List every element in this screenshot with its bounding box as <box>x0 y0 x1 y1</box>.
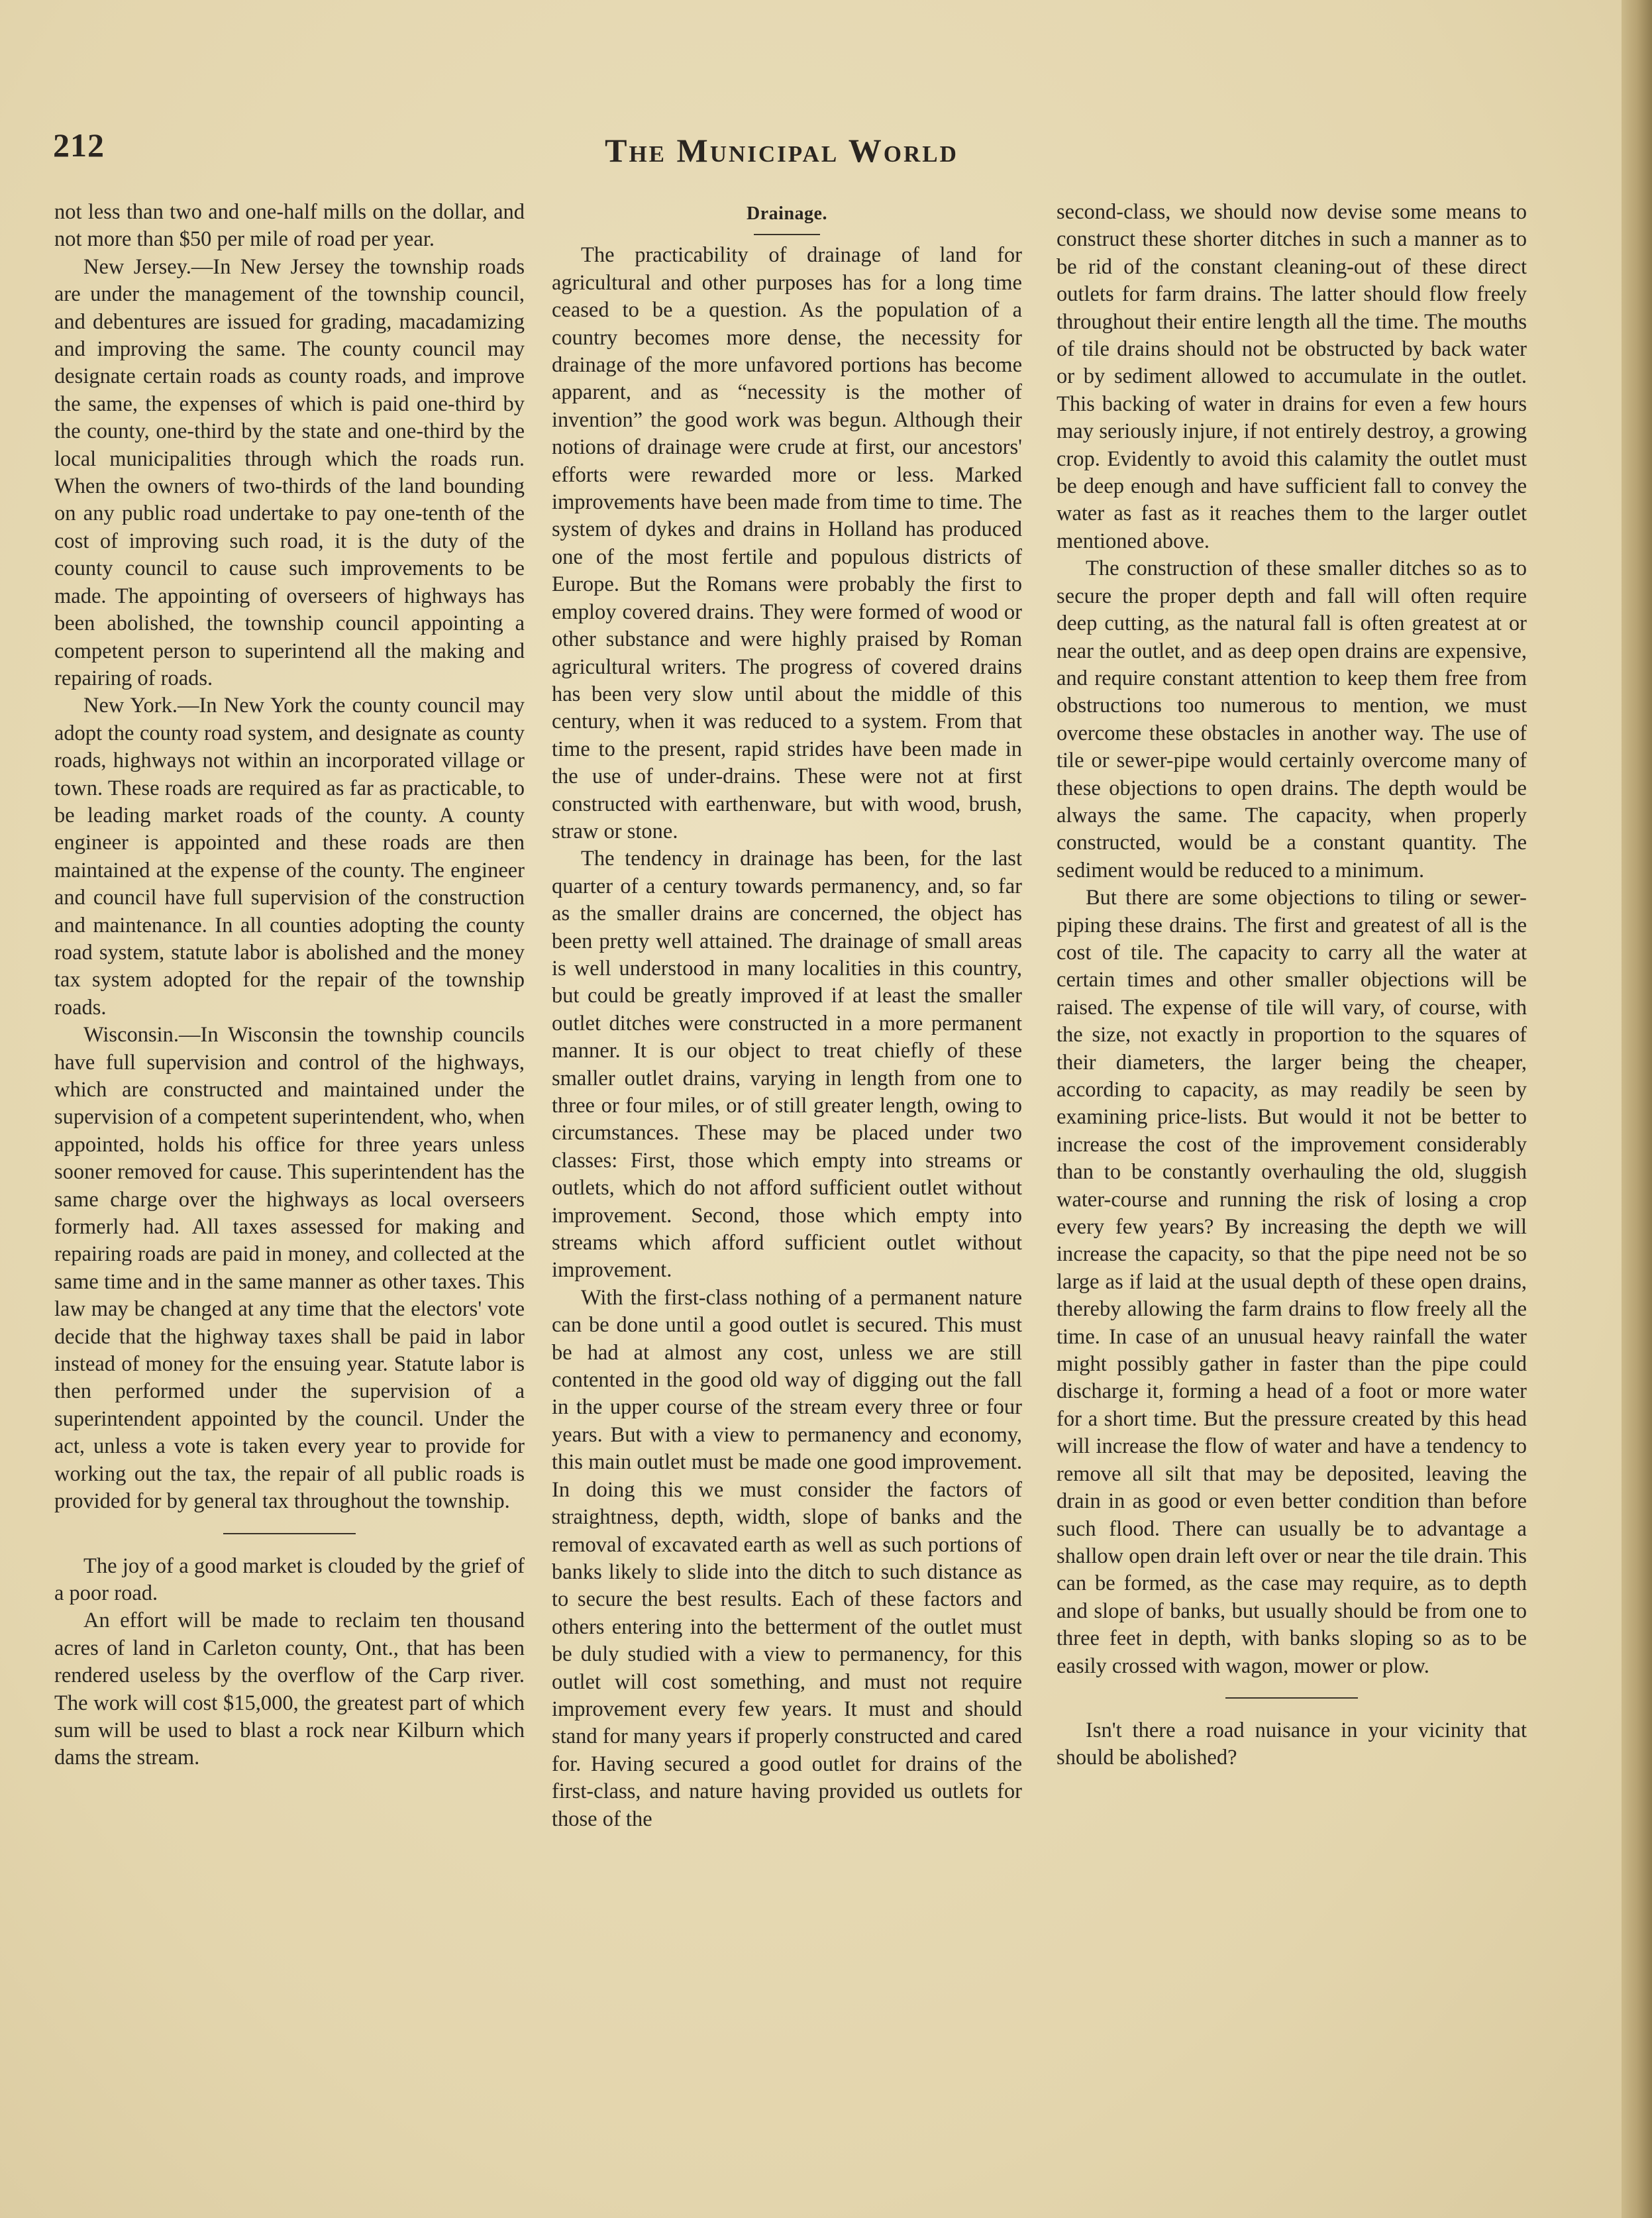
paragraph-good-market: The joy of a good market is clouded by the grief of a poor road. <box>54 1554 525 1605</box>
paragraph-new-york: New York.—In New York the county council may adopt the county road system, and designate as county roads, highways not within an incorporated village or town. These roads are required as far as practicable, to be leading market roads of the county. A county engineer is appointed and these roads are then maintained at the expense of the county. The engineer and council have full supervision of the construction and maintenance. In all counties adopting the county road system, statute labor is abolished and the money tax system adopted for the repair of the township roads. <box>54 694 525 1020</box>
paragraph-wisconsin: Wisconsin.—In Wisconsin the township councils have full supervision and control of the highways, which are constructed and maintained under the supervision of a competent superintendent, who, when appointed, holds his office for three years unless sooner removed for cause. This superintendent has the same charge over the highways as local overseers formerly had. All taxes assessed for making and repairing roads are paid in money, and collected at the same time and in the same manner as other taxes. This law may be changed at any time that the electors' vote decide that the highway taxes shall be paid in labor instead of money for the ensuing year. Statute labor is then performed under the supervision of a superintendent appointed by the council. Under the act, unless a vote is taken every year to provide for working out the tax, the repair of all public roads is provided for by general tax throughout the township. <box>54 1023 525 1514</box>
paragraph: With the first-class nothing of a permanent nature can be done until a good outlet is secured. This must be had at almost any cost, unless we are still contented in the good old way of digging out the fall in the upper course of the stream every three or four years. But with a view to permanency and economy, this main outlet must be made one good improvement. In doing this we must consider the factors of straightness, depth, width, slope of banks and the removal of excavated earth as well as such portions of banks likely to slide into the ditch to such distance as to secure the best results. Each of these factors and others entering into the betterment of the outlet must be duly studied with a view to permanency, for this outlet will cost something, and must not require improvement every few years. It must and should stand for many years if properly constructed and cared for. Having secured a good outlet for drains of the first-class, and nature having provided us outlets for those of the <box>552 1285 1022 1831</box>
heading-divider <box>754 234 820 235</box>
left-column <box>54 199 525 1772</box>
section-divider <box>1225 1697 1358 1699</box>
paragraph: not less than two and one-half mills on the dollar, and not more than $50 per mile of road per year. <box>54 200 525 252</box>
paragraph: The tendency in drainage has been, for the last quarter of a century towards permanency, and, so far as the smaller drains are concerned, the object has been pretty well attained. The drainage of small areas is well understood in many localities in this country, but could be greatly improved if at least the smaller outlet ditches were constructed in a more permanent manner. It is our object to treat chiefly of these smaller outlet drains, varying in length from one to three or four miles, or of still greater length, owing to circumstances. These may be placed under two classes: First, those which empty into streams or outlets, which do not afford sufficient outlet without improvement. Second, those which empty into streams which afford sufficient outlet without improvement. <box>552 847 1022 1283</box>
middle-column <box>552 199 1022 1833</box>
page-number: 212 <box>53 127 105 164</box>
paragraph: second-class, we should now devise some means to construct these shorter ditches in such a manner as to be rid of the constant cleaning-out of these direct outlets for farm drains. The latter should flow freely throughout their entire length all the time. The mouths of tile drains should not be obstructed by back water or by sediment allowed to accumulate in the outlet. This backing of water in drains for even a few hours may seriously injure, if not entirely destroy, a growing crop. Evidently to avoid this calamity the outlet must be deep enough and have sufficient fall to convey the water as fast as it reaches them to the larger outlet mentioned above. <box>1057 200 1527 553</box>
paragraph-new-jersey: New Jersey.—In New Jersey the township roads are under the management of the township council, and debentures are issued for grading, macadamizing and improving the same. The county council may designate certain roads as county roads, and improve the same, the expenses of which is paid one-third by the county, one-third by the state and one-third by the local municipalities through which the roads run. When the owners of two-thirds of the land bounding on any public road undertake to pay one-tenth of the cost of improving such road, it is the duty of the county council to cause such improvements to be made. The appointing of overseers of highways has been abolished, the township council appointing a competent person to superintend all the making and repairing of roads. <box>54 254 525 690</box>
right-column <box>1057 199 1527 1772</box>
paragraph: The construction of these smaller ditches so as to secure the proper depth and fall will often require deep cutting, as the natural fall is often greatest at or near the outlet, and as deep open drains are expensive, and require constant attention to keep them free from obstructions too numerous to mention, we must overcome these obstacles in another way. The use of tile or sewer-pipe would certainly overcome many of these objections to open drains. The depth would be always the same. The capacity, when properly constructed, would be a constant quantity. The sediment would be reduced to a minimum. <box>1057 556 1527 882</box>
paragraph-road-nuisance: Isn't there a road nuisance in your vicinity that should be abolished? <box>1057 1718 1527 1770</box>
paragraph: But there are some objections to tiling or sewer-piping these drains. The first and greatest of all is the cost of tile. The capacity to carry all the water at certain times and other smaller objections will be raised. The expense of tile will vary, of course, with the size, not exactly in proportion to the squares of their diameters, the larger being the cheaper, according to capacity, as may readily be seen by examining price-lists. But would it not be better to increase the cost of the improvement considerably than to be constantly overhauling the old, sluggish water-course and running the risk of losing a crop every few years? By increasing the depth we will increase the capacity, so that the pipe need not be so large as if laid at the usual depth of these open drains, thereby allowing the farm drains to flow freely all the time. In case of an unusual heavy rainfall the water might possibly gather in faster than the pipe could discharge it, forming a head of a foot or more water for a short time. But the pressure created by this head will increase the flow of water and have a tendency to remove all silt that may be deposited, leaving the drain in as good or even better condition than before such flood. There can usually be to advantage a shallow open drain left over or near the tile drain. This can be formed, as the case may require, as to depth and slope of banks, but usually should be from one to three feet in depth, with banks sloping so as to be easily crossed with wagon, mower or plow. <box>1057 886 1527 1678</box>
page-binding-edge <box>1622 0 1652 2218</box>
section-divider <box>223 1533 356 1534</box>
section-heading-drainage: Drainage. <box>747 203 827 224</box>
paragraph: The practicability of drainage of land for agricultural and other purposes has for a long time ceased to be a question. As the population of a country becomes more dense, the necessity for drainage of the more unfavored portions has become apparent, and as “necessity is the mother of invention” the good work was begun. Although their notions of drainage were crude at first, our ancestors' efforts were rewarded more or less. Marked improvements have been made from time to time. The system of dykes and drains in Holland has produced one of the most fertile and populous districts of Europe. But the Romans were probably the first to employ covered drains. They were formed of wood or other substance and were highly praised by Roman agricultural writers. The progress of covered drains has been very slow until about the middle of this century, when it was reduced to a system. From that time to the present, rapid strides have been made in the use of under-drains. These were not at first constructed with earthenware, but with wood, brush, straw or stone. <box>552 243 1022 843</box>
running-head-title: The Municipal World <box>605 132 958 169</box>
paragraph-carleton-county: An effort will be made to reclaim ten thousand acres of land in Carleton county, Ont., that has been rendered useless by the overflow of the Carp river. The work will cost $15,000, the greatest part of which sum will be used to blast a rock near Kilburn which dams the stream. <box>54 1609 525 1770</box>
